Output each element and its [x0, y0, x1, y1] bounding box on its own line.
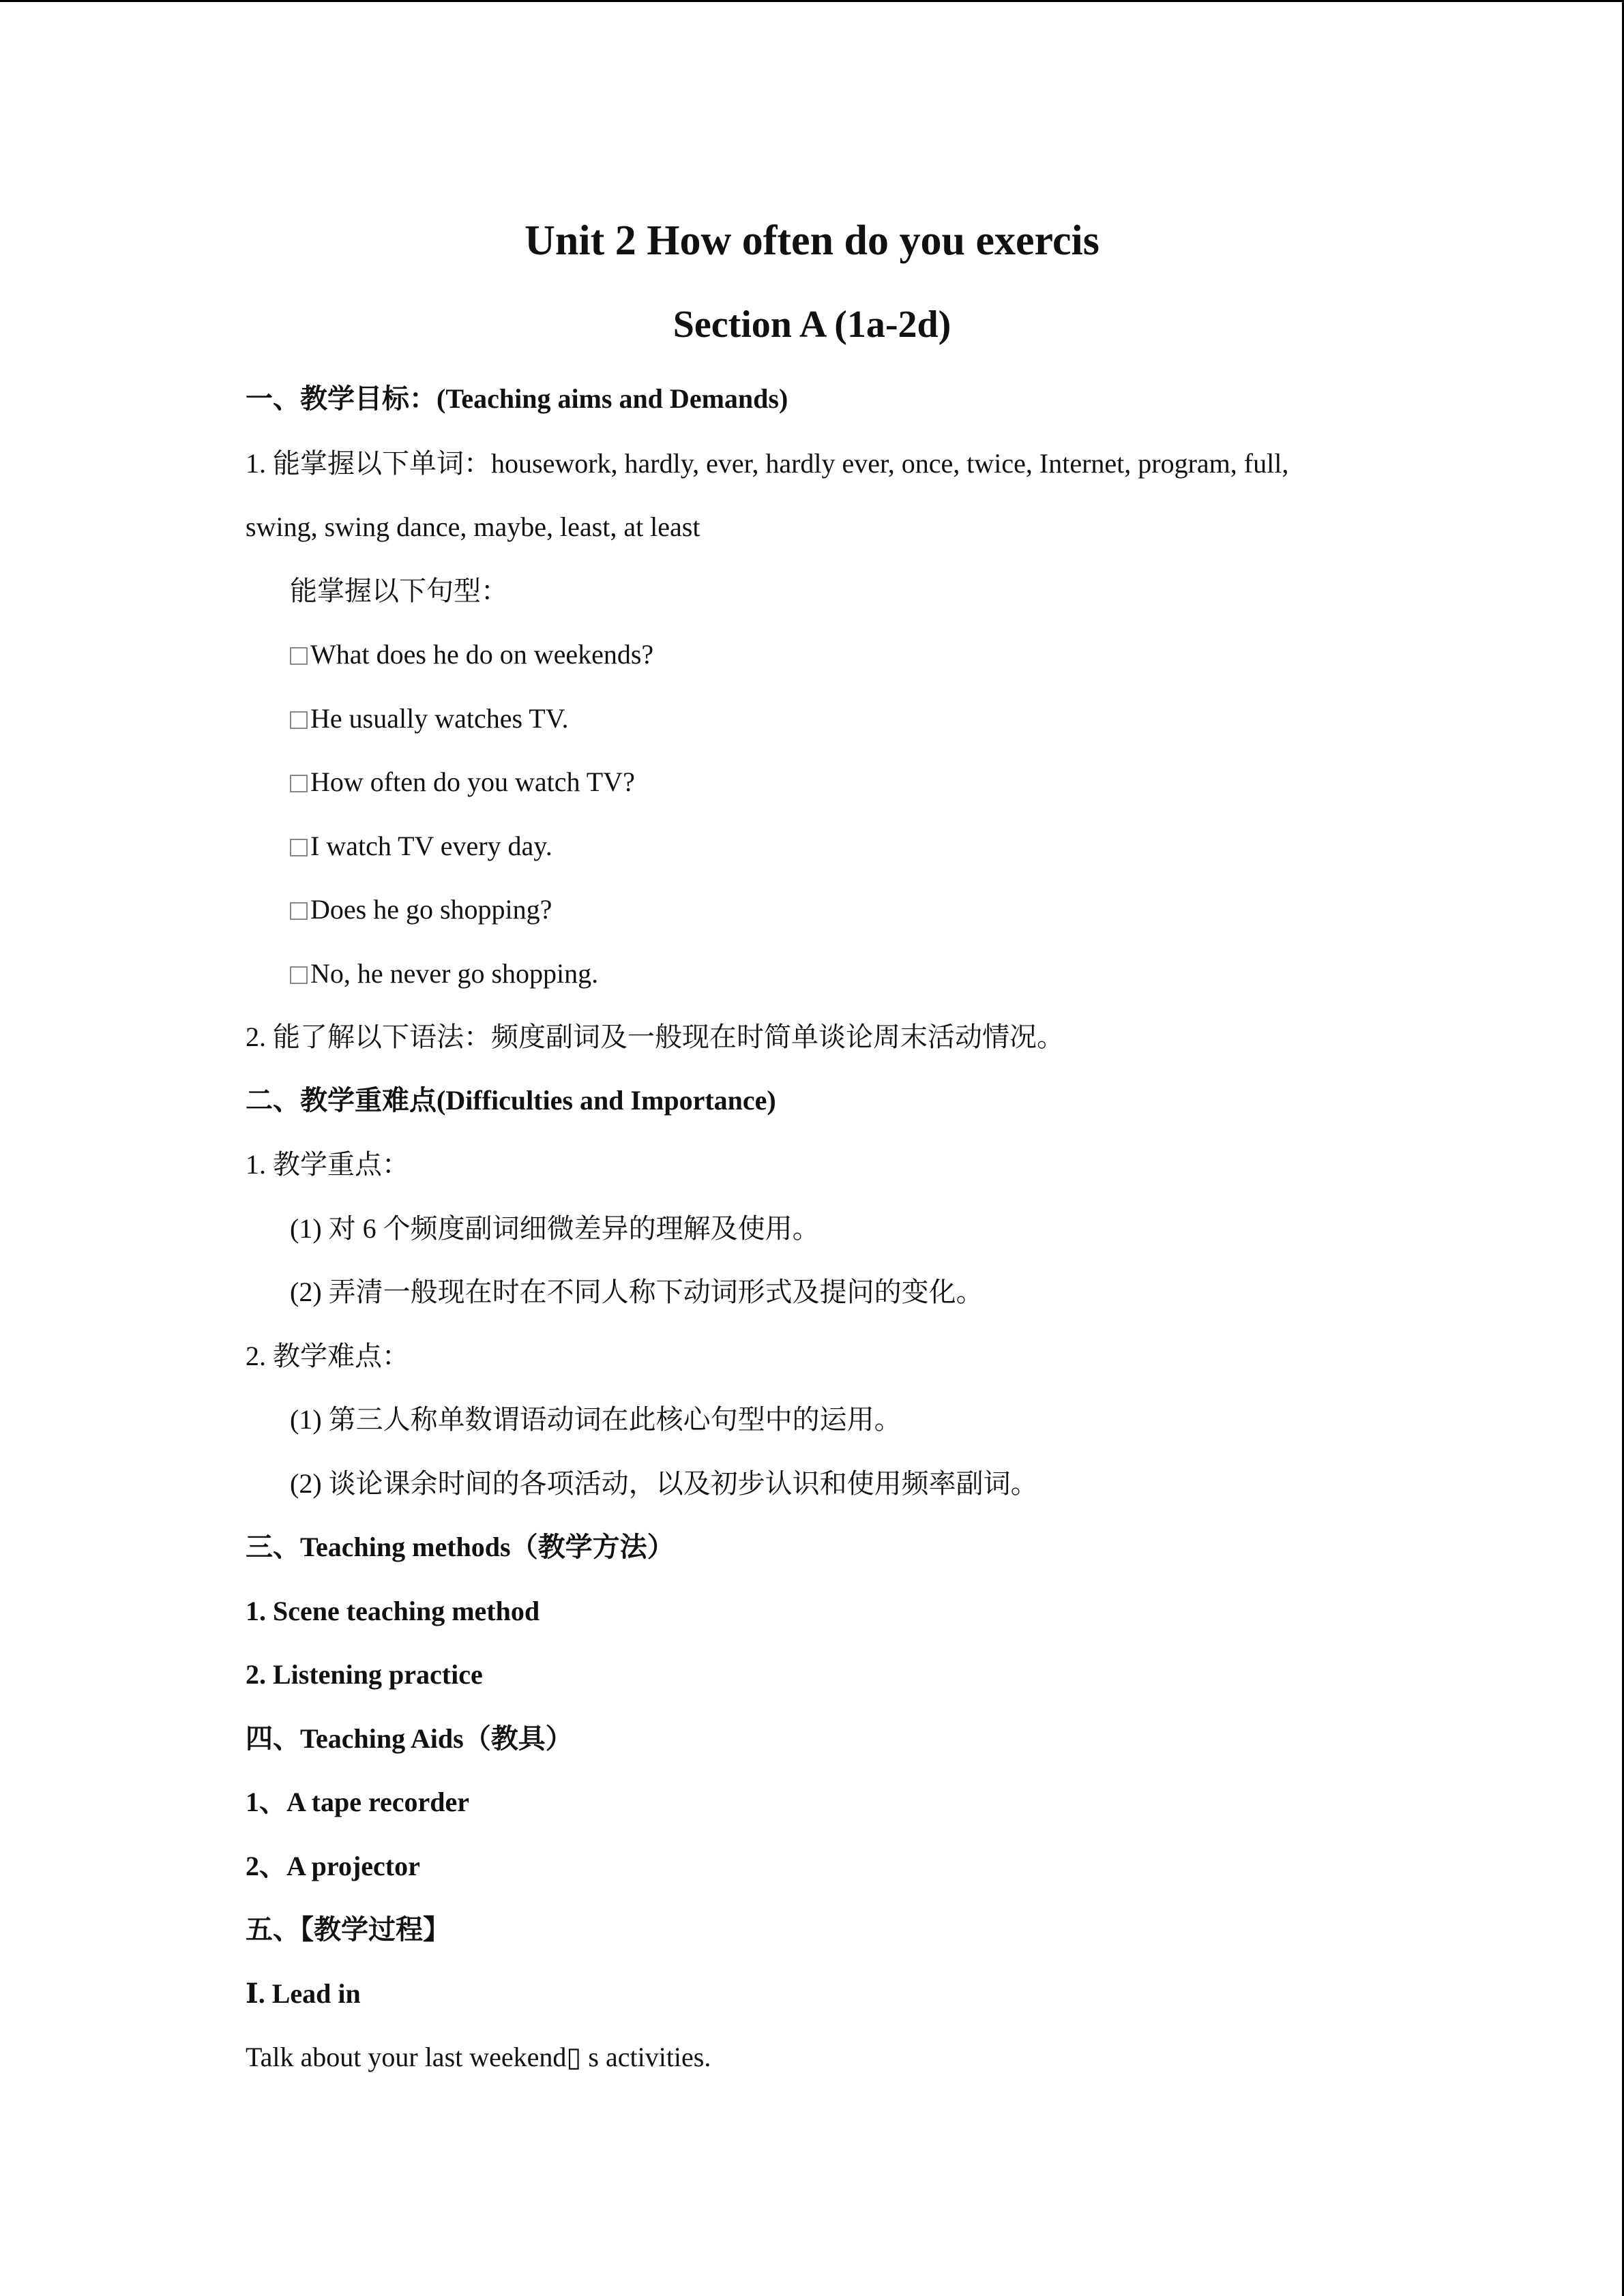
checkbox-glyph-icon	[290, 711, 308, 729]
step-heading-lead-in: Ⅰ. Lead in	[246, 1978, 361, 2009]
heading-teaching-aids: 四、Teaching Aids（教具）	[246, 1723, 573, 1754]
key-point-item: (2) 弄清一般现在时在不同人称下动词形式及提问的变化。	[290, 1277, 984, 1307]
difficult-point-item: (2) 谈论课余时间的各项活动，以及初步认识和使用频率副词。	[290, 1468, 1038, 1499]
document-title: Unit 2 How often do you exercis	[525, 218, 1099, 264]
vocab-line-2: swing, swing dance, maybe, least, at least	[246, 511, 700, 542]
sentence-pattern-item: What does he do on weekends?	[290, 641, 653, 668]
checkbox-glyph-icon	[290, 839, 308, 856]
heading-teaching-methods: 三、Teaching methods（教学方法）	[246, 1532, 675, 1562]
document-subtitle: Section A (1a-2d)	[673, 303, 951, 346]
heading-teaching-process: 五、【教学过程】	[246, 1914, 450, 1945]
checkbox-glyph-icon	[290, 902, 308, 920]
vocab-line-1: 1. 能掌握以下单词：housework, hardly, ever, hardly ever, once, twice, Internet, program, full,	[246, 448, 1289, 479]
checkbox-glyph-icon	[290, 966, 308, 984]
checkbox-glyph-icon	[290, 647, 308, 665]
sentence-pattern-item: Does he go shopping?	[290, 896, 552, 923]
sentence-pattern-item: He usually watches TV.	[290, 705, 568, 732]
aid-item: 1、A tape recorder	[246, 1787, 470, 1817]
page-border-top	[0, 0, 1624, 2]
sentence-pattern-item: No, he never go shopping.	[290, 960, 598, 987]
grammar-line: 2. 能了解以下语法：频度副词及一般现在时简单谈论周末活动情况。	[246, 1022, 1064, 1052]
lead-in-text: Talk about your last weekend▯ s activities.	[246, 2042, 711, 2072]
sentence-pattern-item: I watch TV every day.	[290, 833, 552, 860]
method-item: 2. Listening practice	[246, 1659, 483, 1690]
heading-teaching-aims: 一、教学目标：(Teaching aims and Demands)	[246, 383, 788, 414]
checkbox-glyph-icon	[290, 775, 308, 792]
sentence-patterns-label: 能掌握以下句型：	[290, 576, 508, 606]
aid-item: 2、A projector	[246, 1851, 420, 1881]
difficult-points-label: 2. 教学难点：	[246, 1341, 409, 1371]
method-item: 1. Scene teaching method	[246, 1596, 540, 1626]
key-points-label: 1. 教学重点：	[246, 1149, 409, 1180]
heading-difficulties: 二、教学重难点(Difficulties and Importance)	[246, 1085, 776, 1116]
sentence-pattern-item: How often do you watch TV?	[290, 769, 635, 796]
difficult-point-item: (1) 第三人称单数谓语动词在此核心句型中的运用。	[290, 1404, 902, 1435]
key-point-item: (1) 对 6 个频度副词细微差异的理解及使用。	[290, 1213, 820, 1244]
